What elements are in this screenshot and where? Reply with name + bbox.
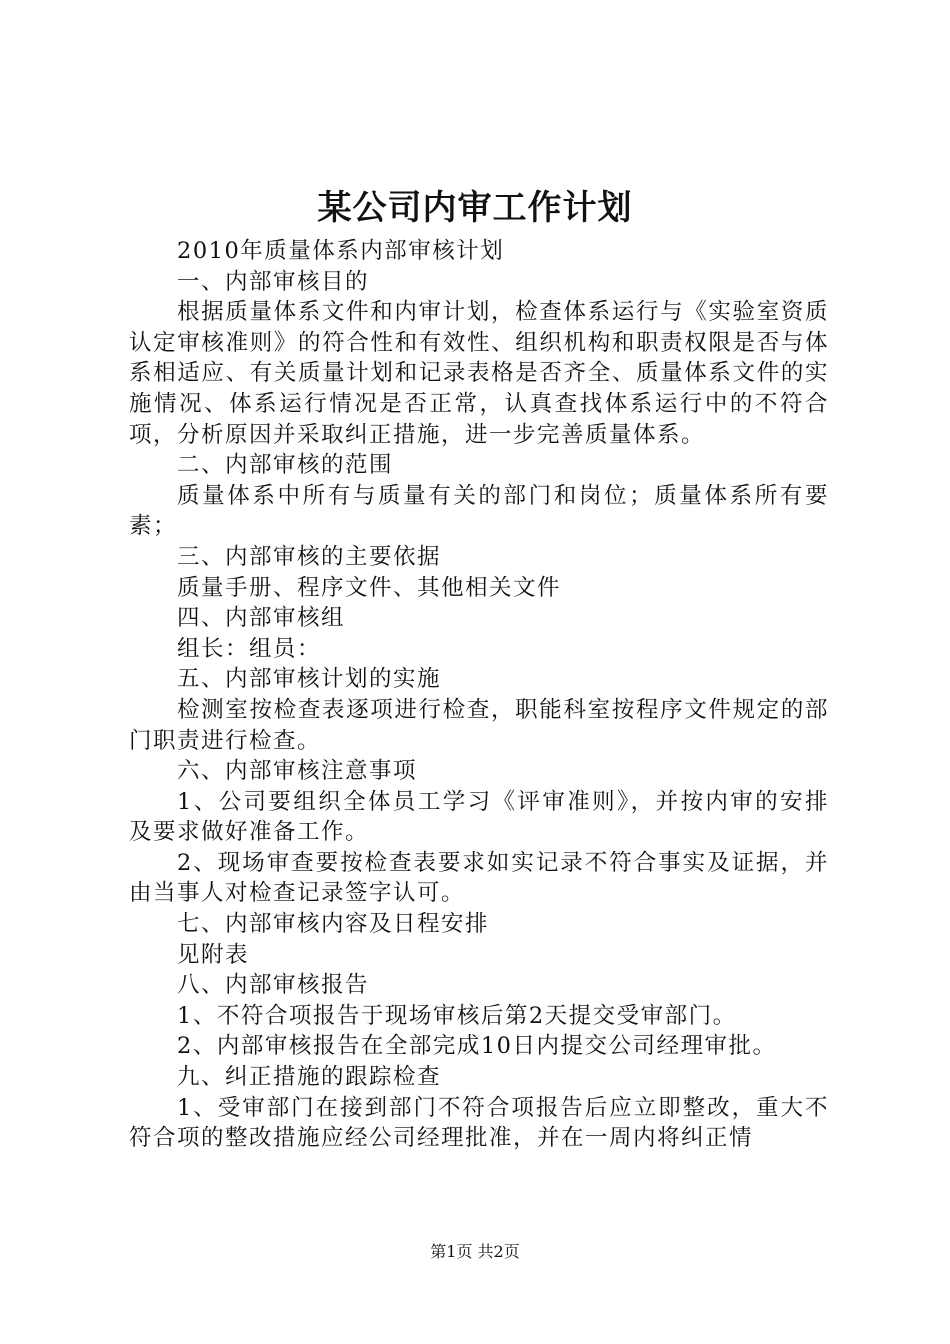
section-paragraph-team: 组长：组员： bbox=[177, 635, 322, 662]
section-paragraph-report-1: 1、不符合项报告于现场审核后第2天提交受审部门。 bbox=[177, 1002, 737, 1029]
section-heading-schedule: 七、内部审核内容及日程安排 bbox=[177, 911, 490, 938]
section-paragraph-basis: 质量手册、程序文件、其他相关文件 bbox=[177, 574, 562, 601]
section-paragraph-followup-1: 1、受审部门在接到部门不符合项报告后应立即整改，重大不符合项的整改措施应经公司经理批准，并在一周内将纠正情 bbox=[129, 1094, 829, 1152]
section-heading-team: 四、内部审核组 bbox=[177, 605, 346, 632]
section-paragraph-notes-1: 1、公司要组织全体员工学习《评审准则》，并按内审的安排及要求做好准备工作。 bbox=[129, 788, 829, 846]
section-heading-scope: 二、内部审核的范围 bbox=[177, 452, 394, 479]
page-number-footer: 第1页 共2页 bbox=[430, 1242, 520, 1261]
section-heading-basis: 三、内部审核的主要依据 bbox=[177, 543, 442, 570]
section-heading-followup: 九、纠正措施的跟踪检查 bbox=[177, 1064, 442, 1091]
document-title: 某公司内审工作计划 bbox=[317, 188, 633, 228]
section-heading-implementation: 五、内部审核计划的实施 bbox=[177, 666, 442, 693]
section-heading-report: 八、内部审核报告 bbox=[177, 972, 370, 999]
section-paragraph-scope: 质量体系中所有与质量有关的部门和岗位；质量体系所有要素； bbox=[129, 482, 829, 540]
section-heading-purpose: 一、内部审核目的 bbox=[177, 268, 370, 295]
plan-heading: 2010年质量体系内部审核计划 bbox=[177, 238, 505, 264]
section-paragraph-purpose: 根据质量体系文件和内审计划，检查体系运行与《实验室资质认定审核准则》的符合性和有效性、组织机构和职责权限是否与体系相适应、有关质量计划和记录表格是否齐全、质量体系文件的实施情况、体系运行情况是否正常，认真查找体系运行中的不符合项，分析原因并采取纠正措施，进一步完善质量体系。 bbox=[129, 299, 829, 448]
section-paragraph-report-2: 2、内部审核报告在全部完成10日内提交公司经理审批。 bbox=[177, 1033, 777, 1060]
section-paragraph-schedule: 见附表 bbox=[177, 941, 250, 968]
document-body bbox=[129, 236, 829, 1154]
section-heading-notes: 六、内部审核注意事项 bbox=[177, 758, 418, 785]
section-paragraph-implementation: 检测室按检查表逐项进行检查，职能科室按程序文件规定的部门职责进行检查。 bbox=[129, 696, 829, 754]
section-paragraph-notes-2: 2、现场审查要按检查表要求如实记录不符合事实及证据，并由当事人对检查记录签字认可。 bbox=[129, 849, 829, 907]
